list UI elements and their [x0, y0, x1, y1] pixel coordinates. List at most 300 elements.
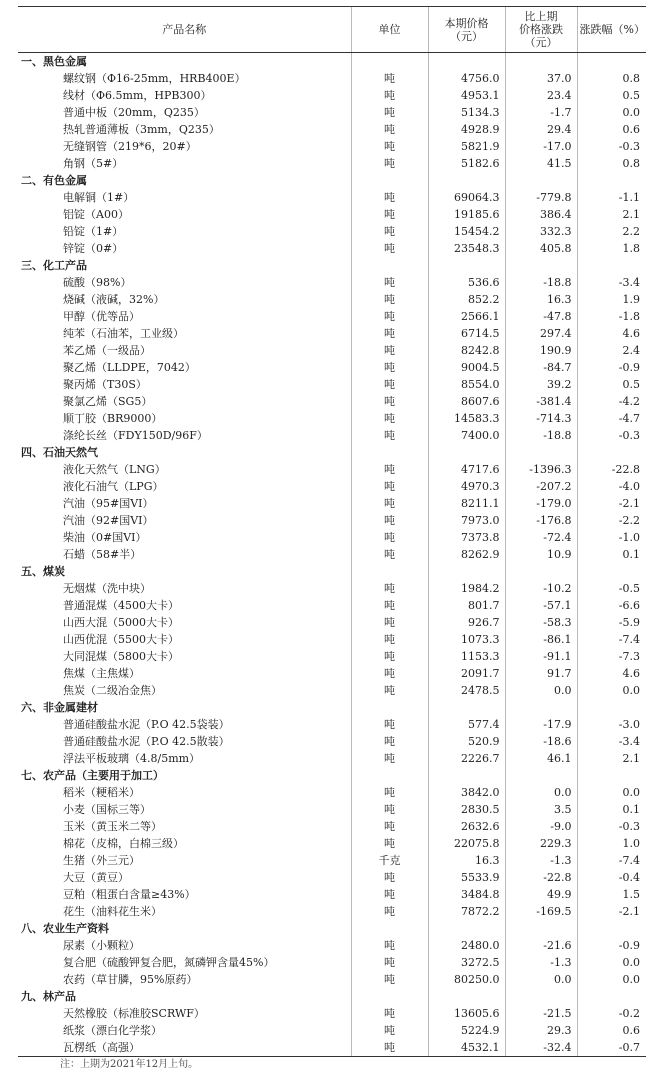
unit-cell: 吨 — [351, 682, 428, 699]
percent-cell: 0.1 — [577, 546, 646, 563]
unit-cell: 吨 — [351, 1039, 428, 1057]
product-name-cell: 普通混煤（4500大卡） — [63, 599, 179, 612]
percent-cell: -1.1 — [577, 189, 646, 206]
table-row — [18, 461, 646, 478]
empty-cell — [577, 767, 646, 784]
product-name-cell: 聚丙烯（T30S） — [63, 378, 147, 391]
percent-cell: -0.9 — [577, 359, 646, 376]
empty-cell — [577, 172, 646, 189]
table-row — [18, 971, 646, 988]
unit-cell: 吨 — [351, 529, 428, 546]
price-cell: 5182.6 — [428, 155, 505, 172]
percent-cell: 0.5 — [577, 87, 646, 104]
percent-cell: 0.8 — [577, 70, 646, 87]
change-cell: -47.8 — [505, 308, 577, 325]
table-row — [18, 410, 646, 427]
empty-cell — [428, 699, 505, 716]
table-row — [18, 529, 646, 546]
percent-cell: 2.1 — [577, 750, 646, 767]
change-cell: -17.9 — [505, 716, 577, 733]
percent-cell: 4.6 — [577, 325, 646, 342]
percent-cell: -0.4 — [577, 869, 646, 886]
header-percent: 涨跌幅（%） — [577, 7, 646, 53]
price-cell: 4928.9 — [428, 121, 505, 138]
price-cell: 8242.8 — [428, 342, 505, 359]
category-row — [18, 257, 646, 274]
percent-cell: 0.0 — [577, 682, 646, 699]
percent-cell: -6.6 — [577, 597, 646, 614]
change-cell: -207.2 — [505, 478, 577, 495]
price-cell: 2830.5 — [428, 801, 505, 818]
price-table — [18, 6, 646, 1057]
change-cell: 386.4 — [505, 206, 577, 223]
change-cell: 229.3 — [505, 835, 577, 852]
table-row — [18, 104, 646, 121]
change-cell: 332.3 — [505, 223, 577, 240]
unit-cell: 千克 — [351, 852, 428, 869]
table-row — [18, 546, 646, 563]
change-cell: 3.5 — [505, 801, 577, 818]
unit-cell: 吨 — [351, 393, 428, 410]
product-name-cell: 石蜡（58#半） — [63, 548, 142, 561]
price-cell: 5224.9 — [428, 1022, 505, 1039]
change-cell: 46.1 — [505, 750, 577, 767]
table-row — [18, 342, 646, 359]
change-cell: 23.4 — [505, 87, 577, 104]
product-name-cell: 小麦（国标三等） — [63, 803, 151, 816]
product-name-cell: 复合肥（硫酸钾复合肥，氮磷钾含量45%） — [63, 956, 275, 969]
price-cell: 5134.3 — [428, 104, 505, 121]
product-name-cell: 大同混煤（5800大卡） — [63, 650, 179, 663]
percent-cell: -3.4 — [577, 733, 646, 750]
unit-cell: 吨 — [351, 189, 428, 206]
change-cell: -1.3 — [505, 852, 577, 869]
empty-cell — [428, 444, 505, 461]
unit-cell: 吨 — [351, 325, 428, 342]
change-cell: 29.3 — [505, 1022, 577, 1039]
unit-cell: 吨 — [351, 155, 428, 172]
percent-cell: 1.8 — [577, 240, 646, 257]
price-cell: 9004.5 — [428, 359, 505, 376]
percent-cell: 0.6 — [577, 1022, 646, 1039]
change-cell: -32.4 — [505, 1039, 577, 1057]
unit-cell: 吨 — [351, 308, 428, 325]
change-cell: -18.6 — [505, 733, 577, 750]
percent-cell: 1.5 — [577, 886, 646, 903]
unit-cell: 吨 — [351, 138, 428, 155]
empty-cell — [505, 444, 577, 461]
price-cell: 536.6 — [428, 274, 505, 291]
empty-cell — [351, 988, 428, 1005]
table-row — [18, 189, 646, 206]
price-cell: 8607.6 — [428, 393, 505, 410]
price-cell: 2480.0 — [428, 937, 505, 954]
price-cell: 19185.6 — [428, 206, 505, 223]
price-cell: 1153.3 — [428, 648, 505, 665]
percent-cell: 1.9 — [577, 291, 646, 308]
price-cell: 23548.3 — [428, 240, 505, 257]
table-row — [18, 70, 646, 87]
product-name-cell: 天然橡胶（标准胶SCRWF） — [63, 1007, 205, 1020]
table-row — [18, 223, 646, 240]
table-body — [18, 53, 646, 1057]
percent-cell: -1.0 — [577, 529, 646, 546]
table-row — [18, 240, 646, 257]
empty-cell — [351, 53, 428, 71]
price-cell: 80250.0 — [428, 971, 505, 988]
change-cell: 49.9 — [505, 886, 577, 903]
category-row — [18, 563, 646, 580]
percent-cell: 0.5 — [577, 376, 646, 393]
change-cell: -779.8 — [505, 189, 577, 206]
empty-cell — [505, 257, 577, 274]
change-cell: 16.3 — [505, 291, 577, 308]
empty-cell — [577, 699, 646, 716]
change-cell: -18.8 — [505, 427, 577, 444]
price-cell: 926.7 — [428, 614, 505, 631]
product-name-cell: 棉花（皮棉，白棉三级） — [63, 837, 184, 850]
price-cell: 6714.5 — [428, 325, 505, 342]
product-name-cell: 汽油（95#国VI） — [63, 497, 154, 510]
header-price-line2: （元） — [450, 29, 483, 43]
table-row — [18, 376, 646, 393]
empty-cell — [505, 920, 577, 937]
change-cell: -1.7 — [505, 104, 577, 121]
empty-cell — [505, 699, 577, 716]
product-name-cell: 汽油（92#国VI） — [63, 514, 154, 527]
product-name-cell: 普通硅酸盐水泥（P.O 42.5散装） — [63, 735, 230, 748]
percent-cell: 2.4 — [577, 342, 646, 359]
category-title: 九、林产品 — [21, 990, 76, 1003]
table-row — [18, 903, 646, 920]
category-row — [18, 767, 646, 784]
unit-cell: 吨 — [351, 121, 428, 138]
empty-cell — [505, 767, 577, 784]
product-name-cell: 稻米（粳稻米） — [63, 786, 140, 799]
unit-cell: 吨 — [351, 886, 428, 903]
unit-cell: 吨 — [351, 903, 428, 920]
unit-cell: 吨 — [351, 937, 428, 954]
product-name-cell: 山西优混（5500大卡） — [63, 633, 179, 646]
product-name-cell: 铅锭（1#） — [63, 225, 124, 238]
product-name-cell: 苯乙烯（一级品） — [63, 344, 151, 357]
product-name-cell: 山西大混（5000大卡） — [63, 616, 179, 629]
footnote: 注：上期为2021年12月上旬。 — [60, 1059, 199, 1070]
table-row — [18, 682, 646, 699]
empty-cell — [428, 257, 505, 274]
percent-cell: -0.5 — [577, 580, 646, 597]
price-cell: 1984.2 — [428, 580, 505, 597]
price-cell: 801.7 — [428, 597, 505, 614]
price-cell: 2632.6 — [428, 818, 505, 835]
product-name-cell: 生猪（外三元） — [63, 854, 140, 867]
price-cell: 16.3 — [428, 852, 505, 869]
table-row — [18, 1022, 646, 1039]
unit-cell: 吨 — [351, 580, 428, 597]
change-cell: -21.6 — [505, 937, 577, 954]
percent-cell: -7.4 — [577, 631, 646, 648]
table-row — [18, 597, 646, 614]
change-cell: -86.1 — [505, 631, 577, 648]
table-row — [18, 631, 646, 648]
empty-cell — [351, 172, 428, 189]
change-cell: -714.3 — [505, 410, 577, 427]
unit-cell: 吨 — [351, 546, 428, 563]
change-cell: -91.1 — [505, 648, 577, 665]
product-name-cell: 纯苯（石油苯，工业级） — [63, 327, 184, 340]
percent-cell: -4.2 — [577, 393, 646, 410]
price-cell: 8554.0 — [428, 376, 505, 393]
change-cell: 0.0 — [505, 682, 577, 699]
percent-cell: -0.3 — [577, 818, 646, 835]
unit-cell: 吨 — [351, 597, 428, 614]
product-name-cell: 浮法平板玻璃（4.8/5mm） — [63, 752, 201, 765]
unit-cell: 吨 — [351, 376, 428, 393]
category-title: 四、石油天然气 — [21, 446, 98, 459]
empty-cell — [351, 444, 428, 461]
change-cell: -72.4 — [505, 529, 577, 546]
unit-cell: 吨 — [351, 342, 428, 359]
price-cell: 4756.0 — [428, 70, 505, 87]
empty-cell — [577, 53, 646, 71]
unit-cell: 吨 — [351, 665, 428, 682]
product-name-cell: 焦煤（主焦煤） — [63, 667, 140, 680]
product-name-cell: 烧碱（液碱，32%） — [63, 293, 165, 306]
table-row — [18, 835, 646, 852]
change-cell: -21.5 — [505, 1005, 577, 1022]
empty-cell — [428, 920, 505, 937]
percent-cell: -7.4 — [577, 852, 646, 869]
unit-cell: 吨 — [351, 801, 428, 818]
empty-cell — [577, 988, 646, 1005]
price-cell: 1073.3 — [428, 631, 505, 648]
category-row — [18, 699, 646, 716]
product-name-cell: 硫酸（98%） — [63, 276, 132, 289]
unit-cell: 吨 — [351, 869, 428, 886]
product-name-cell: 柴油（0#国VI） — [63, 531, 147, 544]
change-cell: 0.0 — [505, 971, 577, 988]
category-title: 八、农业生产资料 — [21, 922, 109, 935]
table-row — [18, 852, 646, 869]
header-price — [428, 7, 505, 53]
change-cell: 41.5 — [505, 155, 577, 172]
percent-cell: -4.0 — [577, 478, 646, 495]
product-name-cell: 涤纶长丝（FDY150D/96F） — [63, 429, 208, 442]
percent-cell: -3.4 — [577, 274, 646, 291]
unit-cell: 吨 — [351, 733, 428, 750]
unit-cell: 吨 — [351, 818, 428, 835]
percent-cell: 2.1 — [577, 206, 646, 223]
table-row — [18, 716, 646, 733]
table-row — [18, 580, 646, 597]
product-name-cell: 液化天然气（LNG） — [63, 463, 166, 476]
product-name-cell: 液化石油气（LPG） — [63, 480, 164, 493]
header-change-line1: 比上期 — [524, 10, 558, 23]
product-name-cell: 热轧普通薄板（3mm，Q235） — [63, 123, 220, 136]
empty-cell — [428, 53, 505, 71]
price-cell: 3272.5 — [428, 954, 505, 971]
percent-cell: 0.1 — [577, 801, 646, 818]
empty-cell — [577, 920, 646, 937]
header-unit: 单位 — [351, 7, 428, 53]
unit-cell: 吨 — [351, 359, 428, 376]
change-cell: -381.4 — [505, 393, 577, 410]
category-row — [18, 172, 646, 189]
unit-cell: 吨 — [351, 104, 428, 121]
product-name-cell: 花生（油料花生米） — [63, 905, 162, 918]
product-name-cell: 无烟煤（洗中块） — [63, 582, 151, 595]
table-row — [18, 325, 646, 342]
change-cell: -84.7 — [505, 359, 577, 376]
price-cell: 520.9 — [428, 733, 505, 750]
table-row — [18, 206, 646, 223]
category-row — [18, 444, 646, 461]
table-row — [18, 291, 646, 308]
percent-cell: 1.0 — [577, 835, 646, 852]
change-cell: -179.0 — [505, 495, 577, 512]
table-row — [18, 478, 646, 495]
change-cell: 29.4 — [505, 121, 577, 138]
empty-cell — [505, 988, 577, 1005]
price-cell: 7973.0 — [428, 512, 505, 529]
change-cell: -169.5 — [505, 903, 577, 920]
change-cell: -58.3 — [505, 614, 577, 631]
change-cell: -10.2 — [505, 580, 577, 597]
unit-cell: 吨 — [351, 631, 428, 648]
product-name-cell: 玉米（黄玉米二等） — [63, 820, 162, 833]
table-row — [18, 495, 646, 512]
price-cell: 577.4 — [428, 716, 505, 733]
product-name-cell: 角钢（5#） — [63, 157, 124, 170]
table-row — [18, 308, 646, 325]
table-row — [18, 393, 646, 410]
price-cell: 2226.7 — [428, 750, 505, 767]
price-cell: 2566.1 — [428, 308, 505, 325]
unit-cell: 吨 — [351, 223, 428, 240]
change-cell: 297.4 — [505, 325, 577, 342]
product-name-cell: 铝锭（A00） — [63, 208, 129, 221]
unit-cell: 吨 — [351, 512, 428, 529]
table-row — [18, 886, 646, 903]
price-cell: 14583.3 — [428, 410, 505, 427]
product-name-cell: 普通硅酸盐水泥（P.O 42.5袋装） — [63, 718, 230, 731]
empty-cell — [505, 563, 577, 580]
table-row — [18, 274, 646, 291]
category-title: 七、农产品（主要用于加工） — [21, 769, 164, 782]
empty-cell — [428, 172, 505, 189]
table-header-row — [18, 7, 646, 53]
empty-cell — [351, 257, 428, 274]
price-cell: 4970.3 — [428, 478, 505, 495]
header-change-line3: （元） — [524, 36, 558, 49]
percent-cell: 2.2 — [577, 223, 646, 240]
table-row — [18, 614, 646, 631]
unit-cell: 吨 — [351, 784, 428, 801]
change-cell: -57.1 — [505, 597, 577, 614]
price-cell: 4717.6 — [428, 461, 505, 478]
empty-cell — [428, 563, 505, 580]
percent-cell: -2.1 — [577, 495, 646, 512]
unit-cell: 吨 — [351, 716, 428, 733]
unit-cell: 吨 — [351, 240, 428, 257]
change-cell: -9.0 — [505, 818, 577, 835]
table-row — [18, 121, 646, 138]
unit-cell: 吨 — [351, 1005, 428, 1022]
price-cell: 5821.9 — [428, 138, 505, 155]
price-cell: 15454.2 — [428, 223, 505, 240]
price-cell: 7400.0 — [428, 427, 505, 444]
category-row — [18, 988, 646, 1005]
percent-cell: -5.9 — [577, 614, 646, 631]
unit-cell: 吨 — [351, 87, 428, 104]
percent-cell: -0.2 — [577, 1005, 646, 1022]
price-cell: 3842.0 — [428, 784, 505, 801]
table-row — [18, 359, 646, 376]
unit-cell: 吨 — [351, 1022, 428, 1039]
change-cell: -176.8 — [505, 512, 577, 529]
percent-cell: -0.7 — [577, 1039, 646, 1057]
product-name-cell: 普通中板（20mm，Q235） — [63, 106, 205, 119]
percent-cell: 0.0 — [577, 954, 646, 971]
empty-cell — [577, 563, 646, 580]
empty-cell — [577, 257, 646, 274]
price-cell: 4532.1 — [428, 1039, 505, 1057]
price-cell: 5533.9 — [428, 869, 505, 886]
empty-cell — [505, 172, 577, 189]
empty-cell — [351, 767, 428, 784]
price-cell: 7872.2 — [428, 903, 505, 920]
product-name-cell: 线材（Φ6.5mm，HPB300） — [63, 89, 212, 102]
unit-cell: 吨 — [351, 274, 428, 291]
change-cell: 10.9 — [505, 546, 577, 563]
percent-cell: 0.0 — [577, 104, 646, 121]
category-title: 五、煤炭 — [21, 565, 65, 578]
change-cell: 91.7 — [505, 665, 577, 682]
price-cell: 69064.3 — [428, 189, 505, 206]
header-change-line2: 价格涨跌 — [519, 23, 563, 36]
percent-cell: -7.3 — [577, 648, 646, 665]
empty-cell — [351, 563, 428, 580]
change-cell: -17.0 — [505, 138, 577, 155]
empty-cell — [505, 53, 577, 71]
unit-cell: 吨 — [351, 206, 428, 223]
table-row — [18, 87, 646, 104]
table-row — [18, 155, 646, 172]
product-name-cell: 大豆（黄豆） — [63, 871, 129, 884]
unit-cell: 吨 — [351, 954, 428, 971]
price-cell: 22075.8 — [428, 835, 505, 852]
price-cell: 2478.5 — [428, 682, 505, 699]
change-cell: 190.9 — [505, 342, 577, 359]
category-row — [18, 53, 646, 71]
empty-cell — [428, 767, 505, 784]
price-cell: 3484.8 — [428, 886, 505, 903]
product-name-cell: 瓦楞纸（高强） — [18, 1039, 351, 1057]
change-cell: -22.8 — [505, 869, 577, 886]
unit-cell: 吨 — [351, 291, 428, 308]
category-title: 一、黑色金属 — [21, 55, 87, 68]
unit-cell: 吨 — [351, 410, 428, 427]
empty-cell — [577, 444, 646, 461]
percent-cell: -0.3 — [577, 427, 646, 444]
unit-cell: 吨 — [351, 70, 428, 87]
empty-cell — [428, 988, 505, 1005]
table-row — [18, 937, 646, 954]
product-name-cell: 锌锭（0#） — [63, 242, 124, 255]
price-cell: 4953.1 — [428, 87, 505, 104]
product-name-cell: 农药（草甘膦，95%原药） — [63, 973, 198, 986]
unit-cell: 吨 — [351, 461, 428, 478]
